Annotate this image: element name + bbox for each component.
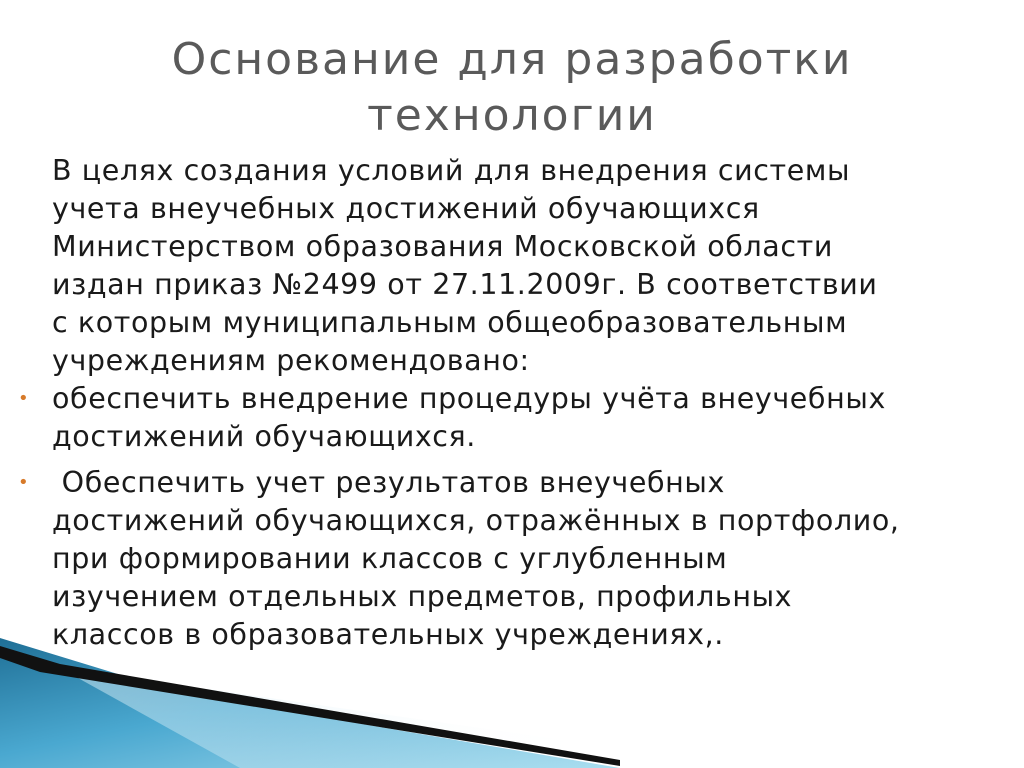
intro-line: издан приказ №2499 от 27.11.2009г. В соответствии (52, 268, 878, 301)
intro-line: учреждениям рекомендовано: (52, 344, 530, 377)
bullet-line: классов в образовательных учреждениях,. (52, 618, 724, 651)
bullet-line: достижений обучающихся, отражённых в портфолио, (52, 504, 900, 537)
bullet-item-2 (0, 464, 1024, 654)
slide-body (0, 152, 1024, 654)
slide-title (60, 32, 964, 144)
bullet-line: при формировании классов с углубленным (52, 542, 728, 575)
bullet-line: Обеспечить учет результатов внеучебных (52, 466, 725, 499)
intro-paragraph (0, 152, 1024, 380)
title-line-2: технологии (367, 90, 657, 141)
intro-line: с которым муниципальным общеобразовательным (52, 306, 848, 339)
intro-line: Министерством образования Московской области (52, 230, 833, 263)
bullet-line: изучением отдельных предметов, профильных (52, 580, 793, 613)
bullet-item-1 (0, 380, 1024, 456)
bullet-icon: • (18, 472, 30, 493)
bullet-line: обеспечить внедрение процедуры учёта внеучебных (52, 382, 886, 415)
intro-line: учета внеучебных достижений обучающихся (52, 192, 760, 225)
intro-line: В целях создания условий для внедрения системы (52, 154, 851, 187)
title-line-1: Основание для разработки (171, 34, 853, 85)
bullet-icon: • (18, 388, 30, 409)
bullet-line: достижений обучающихся. (52, 420, 476, 453)
decorative-corner-graphic (0, 638, 620, 768)
